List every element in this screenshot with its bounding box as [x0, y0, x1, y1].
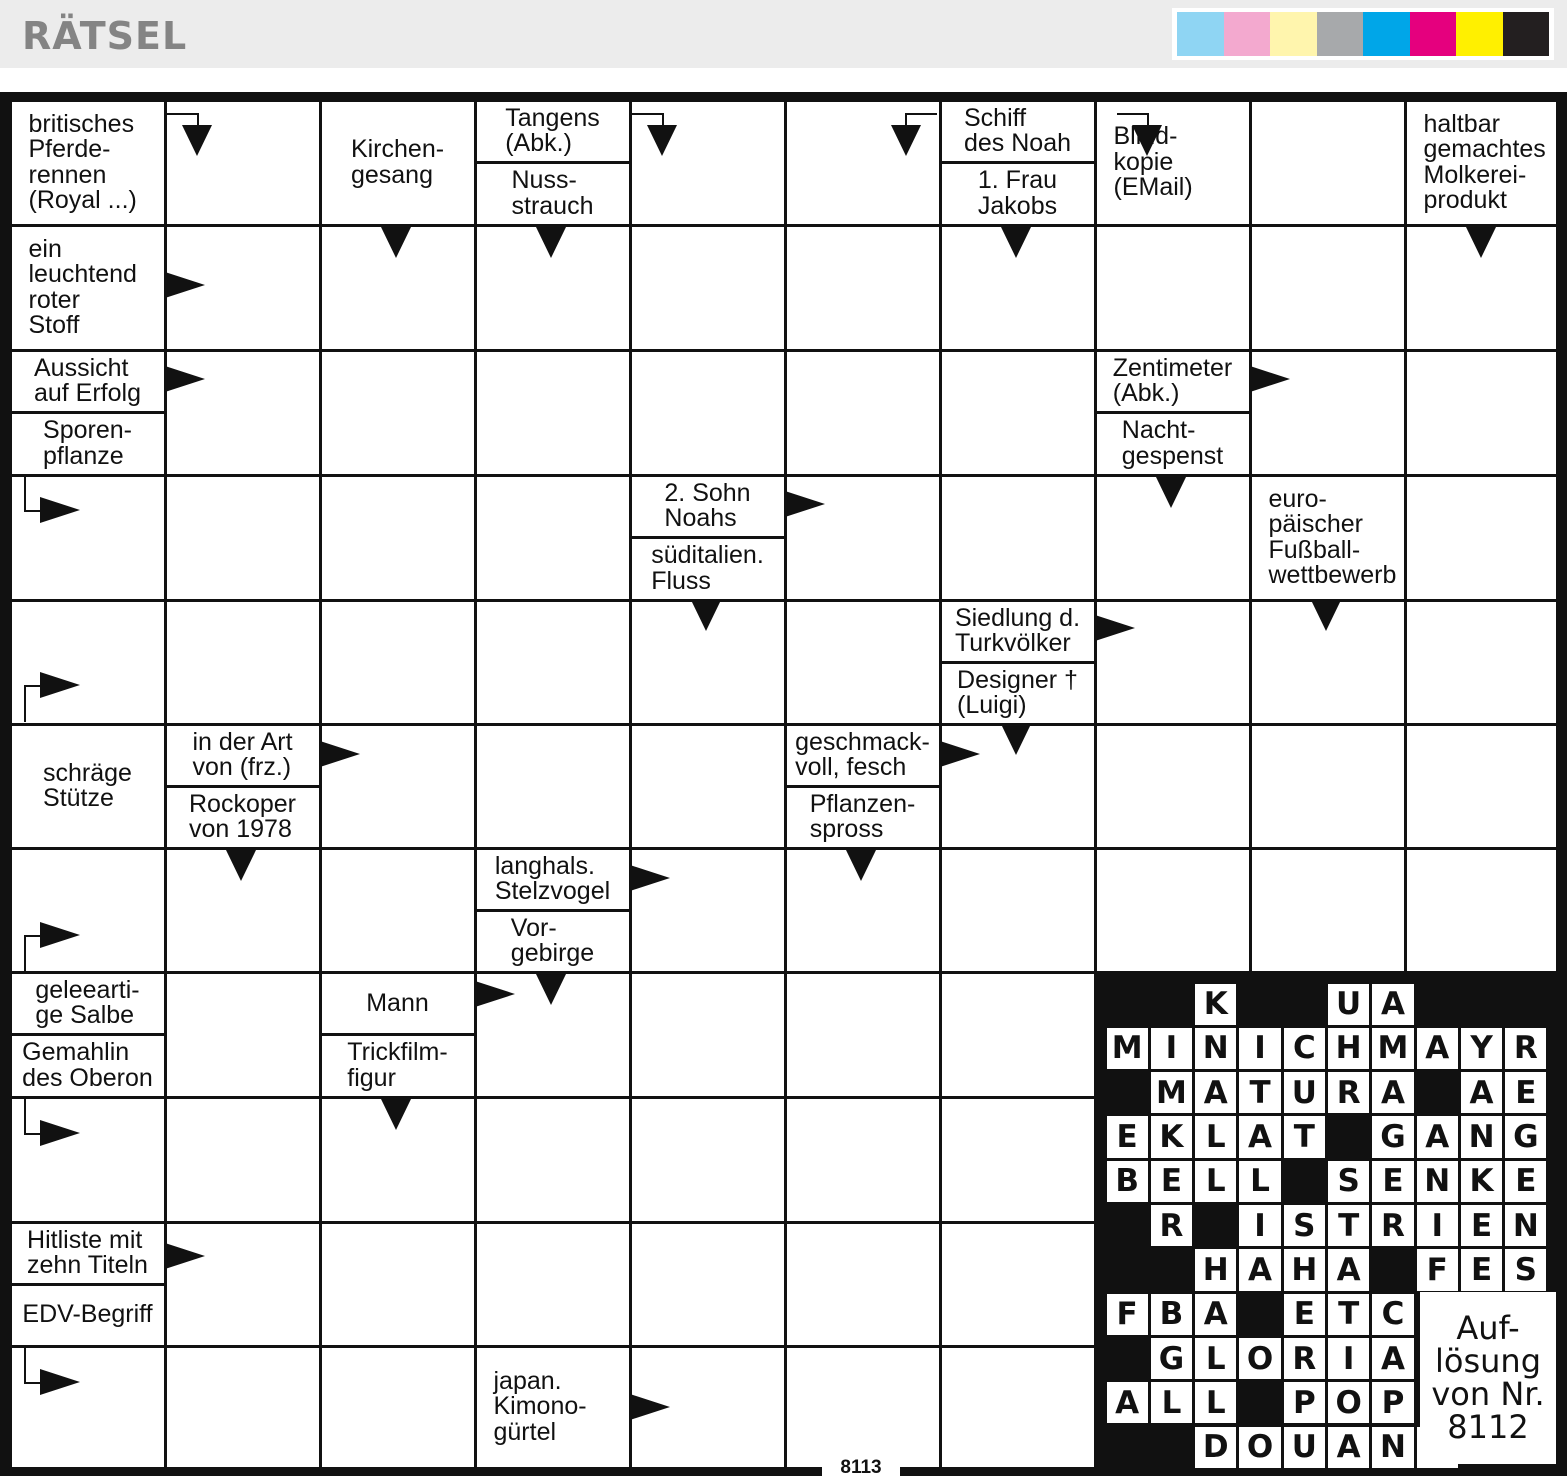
clue-cell	[12, 726, 164, 847]
clue-text: langhals. Stelzvogel	[494, 851, 611, 905]
answer-cell[interactable]	[322, 602, 474, 723]
solution-letter: H	[1284, 1249, 1325, 1290]
clue-text: Mann	[366, 988, 429, 1017]
clue-text: EDV-Begriff	[22, 1300, 153, 1329]
solution-letter: E	[1505, 1072, 1546, 1113]
solution-letter: E	[1284, 1294, 1325, 1335]
bent-arrow-down-icon	[647, 125, 677, 156]
clue-cell	[322, 102, 474, 224]
clue-text: schräge Stütze	[43, 758, 132, 812]
answer-cell[interactable]	[632, 1224, 784, 1345]
clue-cell	[12, 414, 164, 474]
color-swatch	[1224, 12, 1271, 56]
arrow-right-icon	[475, 981, 515, 1007]
solution-letter: A	[1417, 1028, 1458, 1069]
clue-text: japan. Kimono- gürtel	[493, 1366, 587, 1446]
answer-cell[interactable]	[632, 726, 784, 847]
clue-cell	[1097, 414, 1249, 474]
puzzle-number: 8113	[822, 1456, 900, 1476]
arrow-right-icon	[630, 1394, 670, 1420]
bent-arrow-right-icon	[40, 922, 80, 948]
solution-letter: E	[1151, 1161, 1192, 1202]
answer-cell[interactable]	[632, 227, 784, 349]
solution-letter: R	[1284, 1338, 1325, 1379]
answer-cell[interactable]	[1407, 352, 1556, 474]
answer-cell[interactable]	[167, 1099, 319, 1221]
answer-cell[interactable]	[942, 1224, 1094, 1345]
solution-letter: I	[1151, 1028, 1192, 1069]
solution-caption	[1420, 1292, 1556, 1464]
solution-letter: A	[1195, 1072, 1236, 1113]
solution-letter: E	[1505, 1161, 1546, 1202]
answer-cell[interactable]	[942, 974, 1094, 1096]
clue-text: Vor- gebirge	[510, 913, 595, 967]
clue-cell	[322, 1036, 474, 1096]
header-bar	[0, 0, 1567, 68]
solution-letter: S	[1505, 1249, 1546, 1290]
solution-letter: M	[1107, 1028, 1148, 1069]
solution-letter: Y	[1461, 1028, 1502, 1069]
clue-cell	[942, 164, 1094, 224]
color-swatch	[1270, 12, 1317, 56]
clue-cell	[1252, 477, 1404, 599]
clue-text: 1. Frau Jakobs	[977, 166, 1058, 220]
answer-cell[interactable]	[477, 477, 629, 599]
clue-cell	[167, 726, 319, 785]
arrow-right-icon	[165, 1243, 205, 1269]
answer-cell[interactable]	[1097, 227, 1249, 349]
color-swatch	[1456, 12, 1503, 56]
answer-cell[interactable]	[167, 974, 319, 1096]
bent-arrow-right-icon	[40, 1369, 80, 1395]
clue-cell	[1097, 352, 1249, 412]
arrow-down-icon	[536, 227, 566, 258]
clue-cell	[477, 850, 629, 909]
answer-cell[interactable]	[1252, 102, 1404, 224]
clue-cell	[632, 539, 784, 599]
solution-letter: S	[1328, 1161, 1369, 1202]
arrow-down-icon	[1156, 477, 1186, 508]
clue-text: Zentimeter (Abk.)	[1112, 353, 1233, 408]
clue-cell	[477, 912, 629, 971]
arrow-down-icon	[1001, 724, 1031, 755]
clue-cell	[477, 1348, 629, 1467]
solution-letter: A	[1328, 1249, 1369, 1290]
solution-letter: K	[1461, 1161, 1502, 1202]
solution-letter: F	[1107, 1294, 1148, 1335]
color-registration-strip	[1172, 8, 1554, 60]
solution-letter: N	[1417, 1161, 1458, 1202]
clue-text: Siedlung d. Turkvölker	[954, 603, 1081, 657]
clue-text: Pflanzen- spross	[809, 789, 916, 843]
clue-cell	[787, 726, 939, 785]
arrow-down-icon	[536, 974, 566, 1005]
solution-letter: M	[1151, 1072, 1192, 1113]
clue-cell	[12, 1286, 164, 1345]
clue-cell	[12, 227, 164, 349]
clue-text: Designer † (Luigi)	[957, 665, 1078, 719]
clue-cell	[477, 164, 629, 224]
solution-letter: U	[1284, 1072, 1325, 1113]
arrow-down-icon	[1311, 600, 1341, 631]
bent-arrow-right-icon	[40, 497, 80, 523]
clue-cell	[12, 102, 164, 224]
arrow-right-icon	[1250, 366, 1290, 392]
solution-letter: E	[1461, 1205, 1502, 1246]
solution-letter: A	[1417, 1116, 1458, 1157]
solution-letter: A	[1328, 1427, 1369, 1468]
answer-cell[interactable]	[942, 850, 1094, 971]
clue-cell	[632, 477, 784, 537]
solution-letter: O	[1328, 1382, 1369, 1423]
answer-cell[interactable]	[322, 352, 474, 474]
solution-letter: L	[1195, 1161, 1236, 1202]
clue-cell	[1407, 102, 1556, 224]
clue-text: Nuss- strauch	[511, 166, 594, 220]
clue-text: Schiff des Noah	[963, 103, 1072, 158]
answer-cell[interactable]	[167, 1224, 319, 1345]
clue-cell	[787, 788, 939, 847]
clue-cell	[12, 1224, 164, 1283]
solution-letter: K	[1195, 984, 1236, 1025]
solution-letter: O	[1239, 1338, 1280, 1379]
solution-letter: N	[1505, 1205, 1546, 1246]
solution-letter: G	[1151, 1338, 1192, 1379]
color-swatch	[1317, 12, 1364, 56]
arrow-down-icon	[846, 850, 876, 881]
solution-letter: A	[1372, 1072, 1413, 1113]
solution-letter: M	[1372, 1028, 1413, 1069]
bent-arrow-down-icon	[891, 125, 921, 156]
solution-letter: I	[1239, 1205, 1280, 1246]
answer-cell[interactable]	[1407, 602, 1556, 723]
solution-letter: L	[1239, 1161, 1280, 1202]
arrow-right-icon	[320, 741, 360, 767]
solution-letter: T	[1328, 1205, 1369, 1246]
answer-cell[interactable]	[477, 602, 629, 723]
solution-letter: B	[1107, 1161, 1148, 1202]
arrow-down-icon	[1001, 227, 1031, 258]
answer-cell[interactable]	[1252, 850, 1404, 971]
answer-cell[interactable]	[167, 477, 319, 599]
solution-letter: E	[1461, 1249, 1502, 1290]
bent-arrow-down-icon	[182, 125, 212, 156]
solution-letter: F	[1417, 1249, 1458, 1290]
solution-letter: C	[1284, 1028, 1325, 1069]
clue-text: Kirchen- gesang	[350, 135, 445, 189]
solution-letter: P	[1372, 1382, 1413, 1423]
answer-cell[interactable]	[1252, 726, 1404, 847]
answer-cell[interactable]	[477, 1224, 629, 1345]
clue-text: in der Art von (frz.)	[192, 727, 293, 781]
bent-arrow-right-icon	[40, 672, 80, 698]
solution-letter: R	[1151, 1205, 1192, 1246]
solution-letter: C	[1372, 1294, 1413, 1335]
arrow-down-icon	[691, 600, 721, 631]
answer-cell[interactable]	[942, 1348, 1094, 1467]
solution-letter: A	[1239, 1249, 1280, 1290]
clue-text: 2. Sohn Noahs	[664, 478, 751, 533]
color-swatch	[1503, 12, 1550, 56]
clue-text: euro- päischer Fußball- wettbewerb	[1268, 484, 1397, 589]
arrow-down-icon	[1466, 227, 1496, 258]
clue-cell	[12, 974, 164, 1034]
answer-cell[interactable]	[477, 726, 629, 847]
arrow-right-icon	[1095, 615, 1135, 641]
solution-letter: E	[1372, 1161, 1413, 1202]
answer-cell[interactable]	[477, 352, 629, 474]
clue-text: Gemahlin des Oberon	[22, 1038, 153, 1092]
answer-cell[interactable]	[787, 602, 939, 723]
color-swatch	[1410, 12, 1457, 56]
answer-cell[interactable]	[477, 1099, 629, 1221]
arrow-right-icon	[630, 865, 670, 891]
clue-text: haltbar gemachtes Molkerei- produkt	[1423, 109, 1546, 214]
solution-letter: T	[1284, 1116, 1325, 1157]
clue-cell	[477, 102, 629, 162]
solution-letter: P	[1284, 1382, 1325, 1423]
solution-letter: T	[1328, 1294, 1369, 1335]
solution-letter: T	[1239, 1072, 1280, 1113]
arrow-down-icon	[381, 1099, 411, 1130]
arrow-right-icon	[785, 491, 825, 517]
answer-cell[interactable]	[1407, 726, 1556, 847]
answer-cell[interactable]	[942, 1099, 1094, 1221]
solution-letter: L	[1195, 1116, 1236, 1157]
answer-cell[interactable]	[942, 352, 1094, 474]
clue-text: geleearti- ge Salbe	[35, 975, 140, 1030]
solution-letter: I	[1328, 1338, 1369, 1379]
solution-letter: L	[1195, 1382, 1236, 1423]
solution-caption-text: Auf- lösung von Nr. 8112	[1431, 1309, 1545, 1446]
answer-cell[interactable]	[322, 1348, 474, 1467]
page-title: RÄTSEL	[22, 14, 188, 58]
solution-letter: A	[1239, 1116, 1280, 1157]
answer-cell[interactable]	[632, 974, 784, 1096]
clue-cell	[167, 788, 319, 847]
answer-cell[interactable]	[1097, 726, 1249, 847]
color-swatch	[1177, 12, 1224, 56]
answer-cell[interactable]	[167, 1348, 319, 1467]
solution-letter: A	[1107, 1382, 1148, 1423]
solution-letter: K	[1151, 1116, 1192, 1157]
solution-letter: O	[1239, 1427, 1280, 1468]
clue-text: Hitliste mit zehn Titeln	[27, 1225, 148, 1279]
clue-text: Blind- kopie (EMail)	[1113, 122, 1193, 202]
answer-cell[interactable]	[1097, 850, 1249, 971]
solution-letter: A	[1195, 1294, 1236, 1335]
clue-text: britisches Pferde- rennen (Royal ...)	[28, 109, 137, 214]
answer-cell[interactable]	[632, 1099, 784, 1221]
solution-letter: A	[1461, 1072, 1502, 1113]
arrow-down-icon	[381, 227, 411, 258]
solution-letter: R	[1328, 1072, 1369, 1113]
solution-letter: N	[1461, 1116, 1502, 1157]
clue-text: Tangens (Abk.)	[505, 103, 600, 158]
solution-letter: D	[1195, 1427, 1236, 1468]
clue-text: ein leuchtend roter Stoff	[28, 234, 137, 339]
answer-cell[interactable]	[942, 477, 1094, 599]
solution-letter: U	[1284, 1427, 1325, 1468]
solution-letter: H	[1328, 1028, 1369, 1069]
arrow-right-icon	[165, 272, 205, 298]
solution-letter: L	[1151, 1382, 1192, 1423]
answer-cell[interactable]	[322, 850, 474, 971]
solution-letter: A	[1372, 984, 1413, 1025]
clue-cell	[12, 352, 164, 412]
solution-letter: L	[1195, 1338, 1236, 1379]
clue-cell	[12, 1036, 164, 1096]
answer-cell[interactable]	[787, 1224, 939, 1345]
solution-letter: N	[1372, 1427, 1413, 1468]
clue-cell	[942, 102, 1094, 162]
answer-cell[interactable]	[787, 227, 939, 349]
color-swatch	[1363, 12, 1410, 56]
clue-text: Sporen- pflanze	[43, 416, 132, 470]
answer-cell[interactable]	[632, 352, 784, 474]
solution-letter: G	[1372, 1116, 1413, 1157]
arrow-right-icon	[940, 741, 980, 767]
answer-cell[interactable]	[787, 974, 939, 1096]
clue-cell	[942, 602, 1094, 661]
solution-letter: N	[1195, 1028, 1236, 1069]
clue-cell	[322, 974, 474, 1034]
solution-letter: S	[1284, 1205, 1325, 1246]
arrow-right-icon	[165, 366, 205, 392]
solution-grid	[1098, 978, 1557, 1468]
clue-text: Aussicht auf Erfolg	[33, 353, 141, 408]
clue-text: Trickfilm- figur	[347, 1038, 448, 1092]
answer-cell[interactable]	[1252, 227, 1404, 349]
clue-text: geschmack- voll, fesch	[795, 727, 930, 781]
solution-letter: G	[1505, 1116, 1546, 1157]
solution-letter: R	[1372, 1205, 1413, 1246]
clue-text: Rockoper von 1978	[189, 789, 296, 843]
solution-letter: R	[1505, 1028, 1546, 1069]
clue-text: süditalien. Fluss	[651, 541, 764, 595]
solution-letter: I	[1417, 1205, 1458, 1246]
answer-cell[interactable]	[787, 1348, 939, 1467]
answer-cell[interactable]	[167, 602, 319, 723]
solution-letter: B	[1151, 1294, 1192, 1335]
clue-cell	[942, 664, 1094, 723]
answer-cell[interactable]	[1407, 850, 1556, 971]
solution-letter: A	[1372, 1338, 1413, 1379]
answer-cell[interactable]	[322, 477, 474, 599]
solution-letter: U	[1328, 984, 1369, 1025]
answer-cell[interactable]	[787, 352, 939, 474]
answer-cell[interactable]	[787, 1099, 939, 1221]
solution-letter: E	[1107, 1116, 1148, 1157]
answer-cell[interactable]	[322, 1224, 474, 1345]
arrow-down-icon	[226, 850, 256, 881]
bent-arrow-down-icon	[1132, 125, 1162, 156]
clue-text: Nacht- gespenst	[1121, 416, 1224, 470]
solution-letter: I	[1239, 1028, 1280, 1069]
bent-arrow-right-icon	[40, 1120, 80, 1146]
solution-letter: H	[1195, 1249, 1236, 1290]
answer-cell[interactable]	[1407, 477, 1556, 599]
